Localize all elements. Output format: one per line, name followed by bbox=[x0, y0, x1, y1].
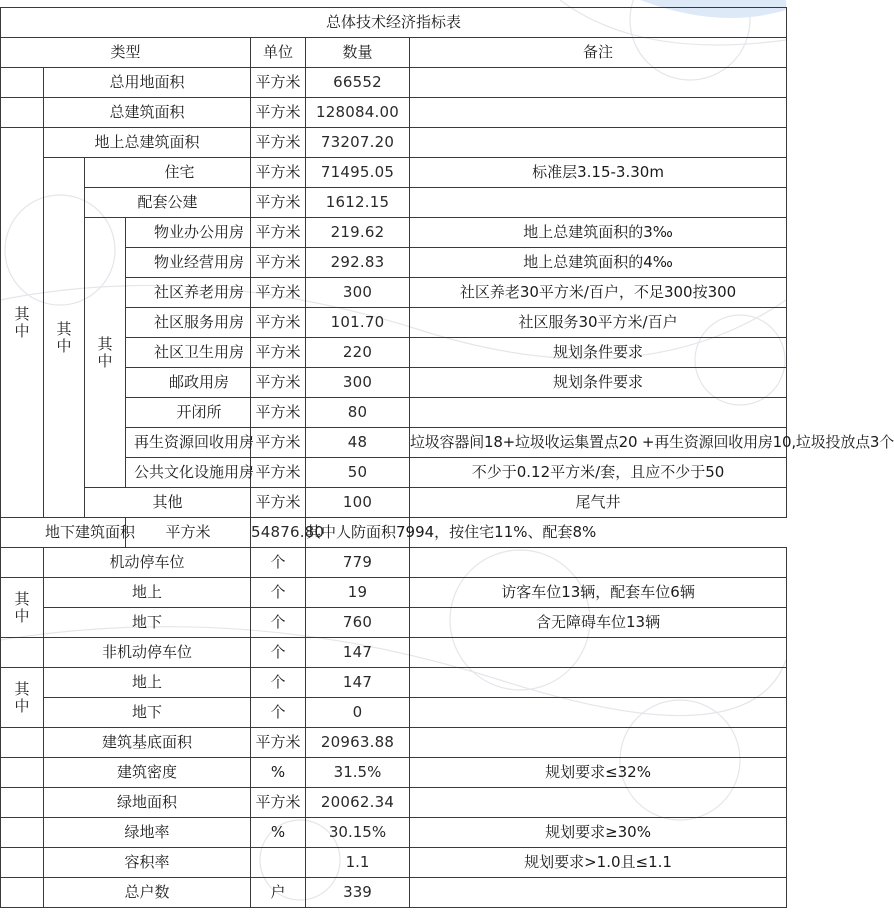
row-qty: 220 bbox=[306, 338, 410, 368]
row-unit: 平方米 bbox=[251, 488, 306, 518]
row-label: 容积率 bbox=[44, 848, 251, 878]
row-label: 机动停车位 bbox=[44, 548, 251, 578]
side-spacer bbox=[1, 788, 44, 818]
row-unit: 个 bbox=[251, 608, 306, 638]
row-note: 规划要求≥30% bbox=[410, 818, 787, 848]
row-label: 非机动停车位 bbox=[44, 638, 251, 668]
row-note bbox=[410, 728, 787, 758]
row-label: 住宅 bbox=[85, 158, 251, 188]
row-unit: 平方米 bbox=[251, 308, 306, 338]
header-note: 备注 bbox=[410, 38, 787, 68]
row-qty: 80 bbox=[306, 398, 410, 428]
row-note bbox=[410, 98, 787, 128]
row-label: 配套公建 bbox=[85, 188, 251, 218]
row-label: 建筑密度 bbox=[44, 758, 251, 788]
row-note bbox=[410, 698, 787, 728]
side-spacer bbox=[1, 878, 44, 908]
row-qty: 48 bbox=[306, 428, 410, 458]
row-label: 地下 bbox=[44, 608, 251, 638]
side-spacer bbox=[1, 638, 44, 668]
row-qty: 300 bbox=[306, 368, 410, 398]
row-unit: 平方米 bbox=[251, 218, 306, 248]
side-label-above-ground: 其中 bbox=[44, 158, 85, 518]
row-qty: 31.5% bbox=[306, 758, 410, 788]
row-note: 其中人防面积7994，按住宅11%、配套8% bbox=[306, 518, 410, 548]
side-spacer bbox=[1, 548, 44, 578]
row-qty: 73207.20 bbox=[306, 128, 410, 158]
row-unit: 平方米 bbox=[251, 368, 306, 398]
row-qty: 20963.88 bbox=[306, 728, 410, 758]
side-spacer bbox=[1, 728, 44, 758]
row-note: 规划要求≤32% bbox=[410, 758, 787, 788]
row-qty: 66552 bbox=[306, 68, 410, 98]
row-unit: 平方米 bbox=[251, 728, 306, 758]
table-row bbox=[1, 608, 787, 638]
table-row bbox=[1, 98, 787, 128]
row-unit: 平方米 bbox=[251, 278, 306, 308]
row-unit: 平方米 bbox=[251, 158, 306, 188]
row-unit: 平方米 bbox=[251, 68, 306, 98]
row-unit: 平方米 bbox=[251, 128, 306, 158]
row-qty: 147 bbox=[306, 668, 410, 698]
row-qty: 292.83 bbox=[306, 248, 410, 278]
row-label: 社区养老用房 bbox=[126, 278, 251, 308]
row-label: 地上 bbox=[44, 668, 251, 698]
table-row bbox=[1, 218, 787, 248]
row-qty: 30.15% bbox=[306, 818, 410, 848]
row-label: 社区卫生用房 bbox=[126, 338, 251, 368]
side-spacer bbox=[1, 848, 44, 878]
side-spacer bbox=[1, 98, 44, 128]
table-header-row bbox=[1, 38, 787, 68]
row-note: 规划条件要求 bbox=[410, 368, 787, 398]
row-qty: 128084.00 bbox=[306, 98, 410, 128]
table-row bbox=[1, 548, 787, 578]
row-qty: 71495.05 bbox=[306, 158, 410, 188]
table-row bbox=[1, 518, 787, 548]
row-qty: 19 bbox=[306, 578, 410, 608]
row-note: 社区服务30平方米/百户 bbox=[410, 308, 787, 338]
table-row bbox=[1, 128, 787, 158]
table-row bbox=[1, 848, 787, 878]
row-unit: 平方米 bbox=[126, 518, 251, 548]
side-spacer bbox=[1, 758, 44, 788]
header-unit: 单位 bbox=[251, 38, 306, 68]
economic-indicators-table bbox=[0, 7, 894, 908]
row-unit: 平方米 bbox=[251, 338, 306, 368]
table-row bbox=[1, 188, 787, 218]
row-unit: 个 bbox=[251, 668, 306, 698]
row-note bbox=[410, 128, 787, 158]
row-note: 尾气井 bbox=[410, 488, 787, 518]
row-label: 建筑基底面积 bbox=[44, 728, 251, 758]
row-qty: 101.70 bbox=[306, 308, 410, 338]
row-note bbox=[410, 188, 787, 218]
row-note: 地上总建筑面积的3‰ bbox=[410, 218, 787, 248]
row-unit: 平方米 bbox=[251, 98, 306, 128]
row-unit: 个 bbox=[251, 548, 306, 578]
row-label: 总户数 bbox=[44, 878, 251, 908]
table-row bbox=[1, 698, 787, 728]
row-qty: 779 bbox=[306, 548, 410, 578]
row-qty: 1.1 bbox=[306, 848, 410, 878]
row-label: 绿地率 bbox=[44, 818, 251, 848]
row-unit: 个 bbox=[251, 578, 306, 608]
row-label: 总用地面积 bbox=[44, 68, 251, 98]
row-note: 垃圾容器间18+垃圾收运集置点20 +再生资源回收用房10,垃圾投放点3个 bbox=[410, 428, 787, 458]
table-row bbox=[1, 818, 787, 848]
row-label: 地上总建筑面积 bbox=[44, 128, 251, 158]
row-note: 访客车位13辆，配套车位6辆 bbox=[410, 578, 787, 608]
row-note: 地上总建筑面积的4‰ bbox=[410, 248, 787, 278]
row-note bbox=[410, 638, 787, 668]
row-note: 规划要求>1.0且≤1.1 bbox=[410, 848, 787, 878]
side-label-facilities: 其中 bbox=[85, 218, 126, 488]
row-label: 社区服务用房 bbox=[126, 308, 251, 338]
side-label-building: 其中 bbox=[1, 128, 44, 518]
row-qty: 219.62 bbox=[306, 218, 410, 248]
row-label: 地上 bbox=[44, 578, 251, 608]
row-qty: 300 bbox=[306, 278, 410, 308]
row-label: 物业办公用房 bbox=[126, 218, 251, 248]
row-qty: 1612.15 bbox=[306, 188, 410, 218]
row-note bbox=[410, 398, 787, 428]
row-label: 物业经营用房 bbox=[126, 248, 251, 278]
row-note bbox=[410, 68, 787, 98]
table-row bbox=[1, 758, 787, 788]
row-qty: 50 bbox=[306, 458, 410, 488]
row-unit: 户 bbox=[251, 878, 306, 908]
row-unit: % bbox=[251, 818, 306, 848]
table-row bbox=[1, 488, 787, 518]
row-note: 规划条件要求 bbox=[410, 338, 787, 368]
table-row bbox=[1, 638, 787, 668]
row-label: 邮政用房 bbox=[126, 368, 251, 398]
row-note: 不少于0.12平方米/套，且应不少于50 bbox=[410, 458, 787, 488]
side-label-bicycle: 其中 bbox=[1, 668, 44, 728]
row-unit: 平方米 bbox=[251, 428, 306, 458]
table-row bbox=[1, 68, 787, 98]
row-qty: 100 bbox=[306, 488, 410, 518]
table-row bbox=[1, 578, 787, 608]
row-unit: 平方米 bbox=[251, 188, 306, 218]
row-label: 公共文化设施用房 bbox=[126, 458, 251, 488]
row-label: 再生资源回收用房 bbox=[126, 428, 251, 458]
table-row bbox=[1, 158, 787, 188]
row-label: 其他 bbox=[85, 488, 251, 518]
row-unit: 平方米 bbox=[251, 458, 306, 488]
row-unit: % bbox=[251, 758, 306, 788]
row-unit: 个 bbox=[251, 698, 306, 728]
row-label: 开闭所 bbox=[126, 398, 251, 428]
row-note bbox=[410, 878, 787, 908]
row-label: 地下建筑面积 bbox=[1, 518, 126, 548]
table-title: 总体技术经济指标表 bbox=[1, 8, 787, 38]
row-note bbox=[410, 548, 787, 578]
row-label: 地下 bbox=[44, 698, 251, 728]
row-qty: 54876.80 bbox=[251, 518, 306, 548]
table-title-row bbox=[1, 8, 787, 38]
row-note bbox=[410, 668, 787, 698]
side-spacer bbox=[1, 68, 44, 98]
table-row bbox=[1, 668, 787, 698]
row-note: 社区养老30平方米/百户，不足300按300 bbox=[410, 278, 787, 308]
row-label: 绿地面积 bbox=[44, 788, 251, 818]
row-qty: 339 bbox=[306, 878, 410, 908]
side-label-parking: 其中 bbox=[1, 578, 44, 638]
row-qty: 20062.34 bbox=[306, 788, 410, 818]
row-unit: 平方米 bbox=[251, 398, 306, 428]
side-spacer bbox=[1, 818, 44, 848]
table-row bbox=[1, 788, 787, 818]
row-unit: 个 bbox=[251, 638, 306, 668]
row-qty: 0 bbox=[306, 698, 410, 728]
row-note bbox=[410, 788, 787, 818]
table-row bbox=[1, 878, 787, 908]
row-unit: 平方米 bbox=[251, 788, 306, 818]
row-qty: 147 bbox=[306, 638, 410, 668]
row-note: 含无障碍车位13辆 bbox=[410, 608, 787, 638]
table-row bbox=[1, 728, 787, 758]
header-qty: 数量 bbox=[306, 38, 410, 68]
row-unit bbox=[251, 848, 306, 878]
row-qty: 760 bbox=[306, 608, 410, 638]
row-unit: 平方米 bbox=[251, 248, 306, 278]
row-label: 总建筑面积 bbox=[44, 98, 251, 128]
header-type: 类型 bbox=[1, 38, 251, 68]
row-note: 标准层3.15-3.30m bbox=[410, 158, 787, 188]
